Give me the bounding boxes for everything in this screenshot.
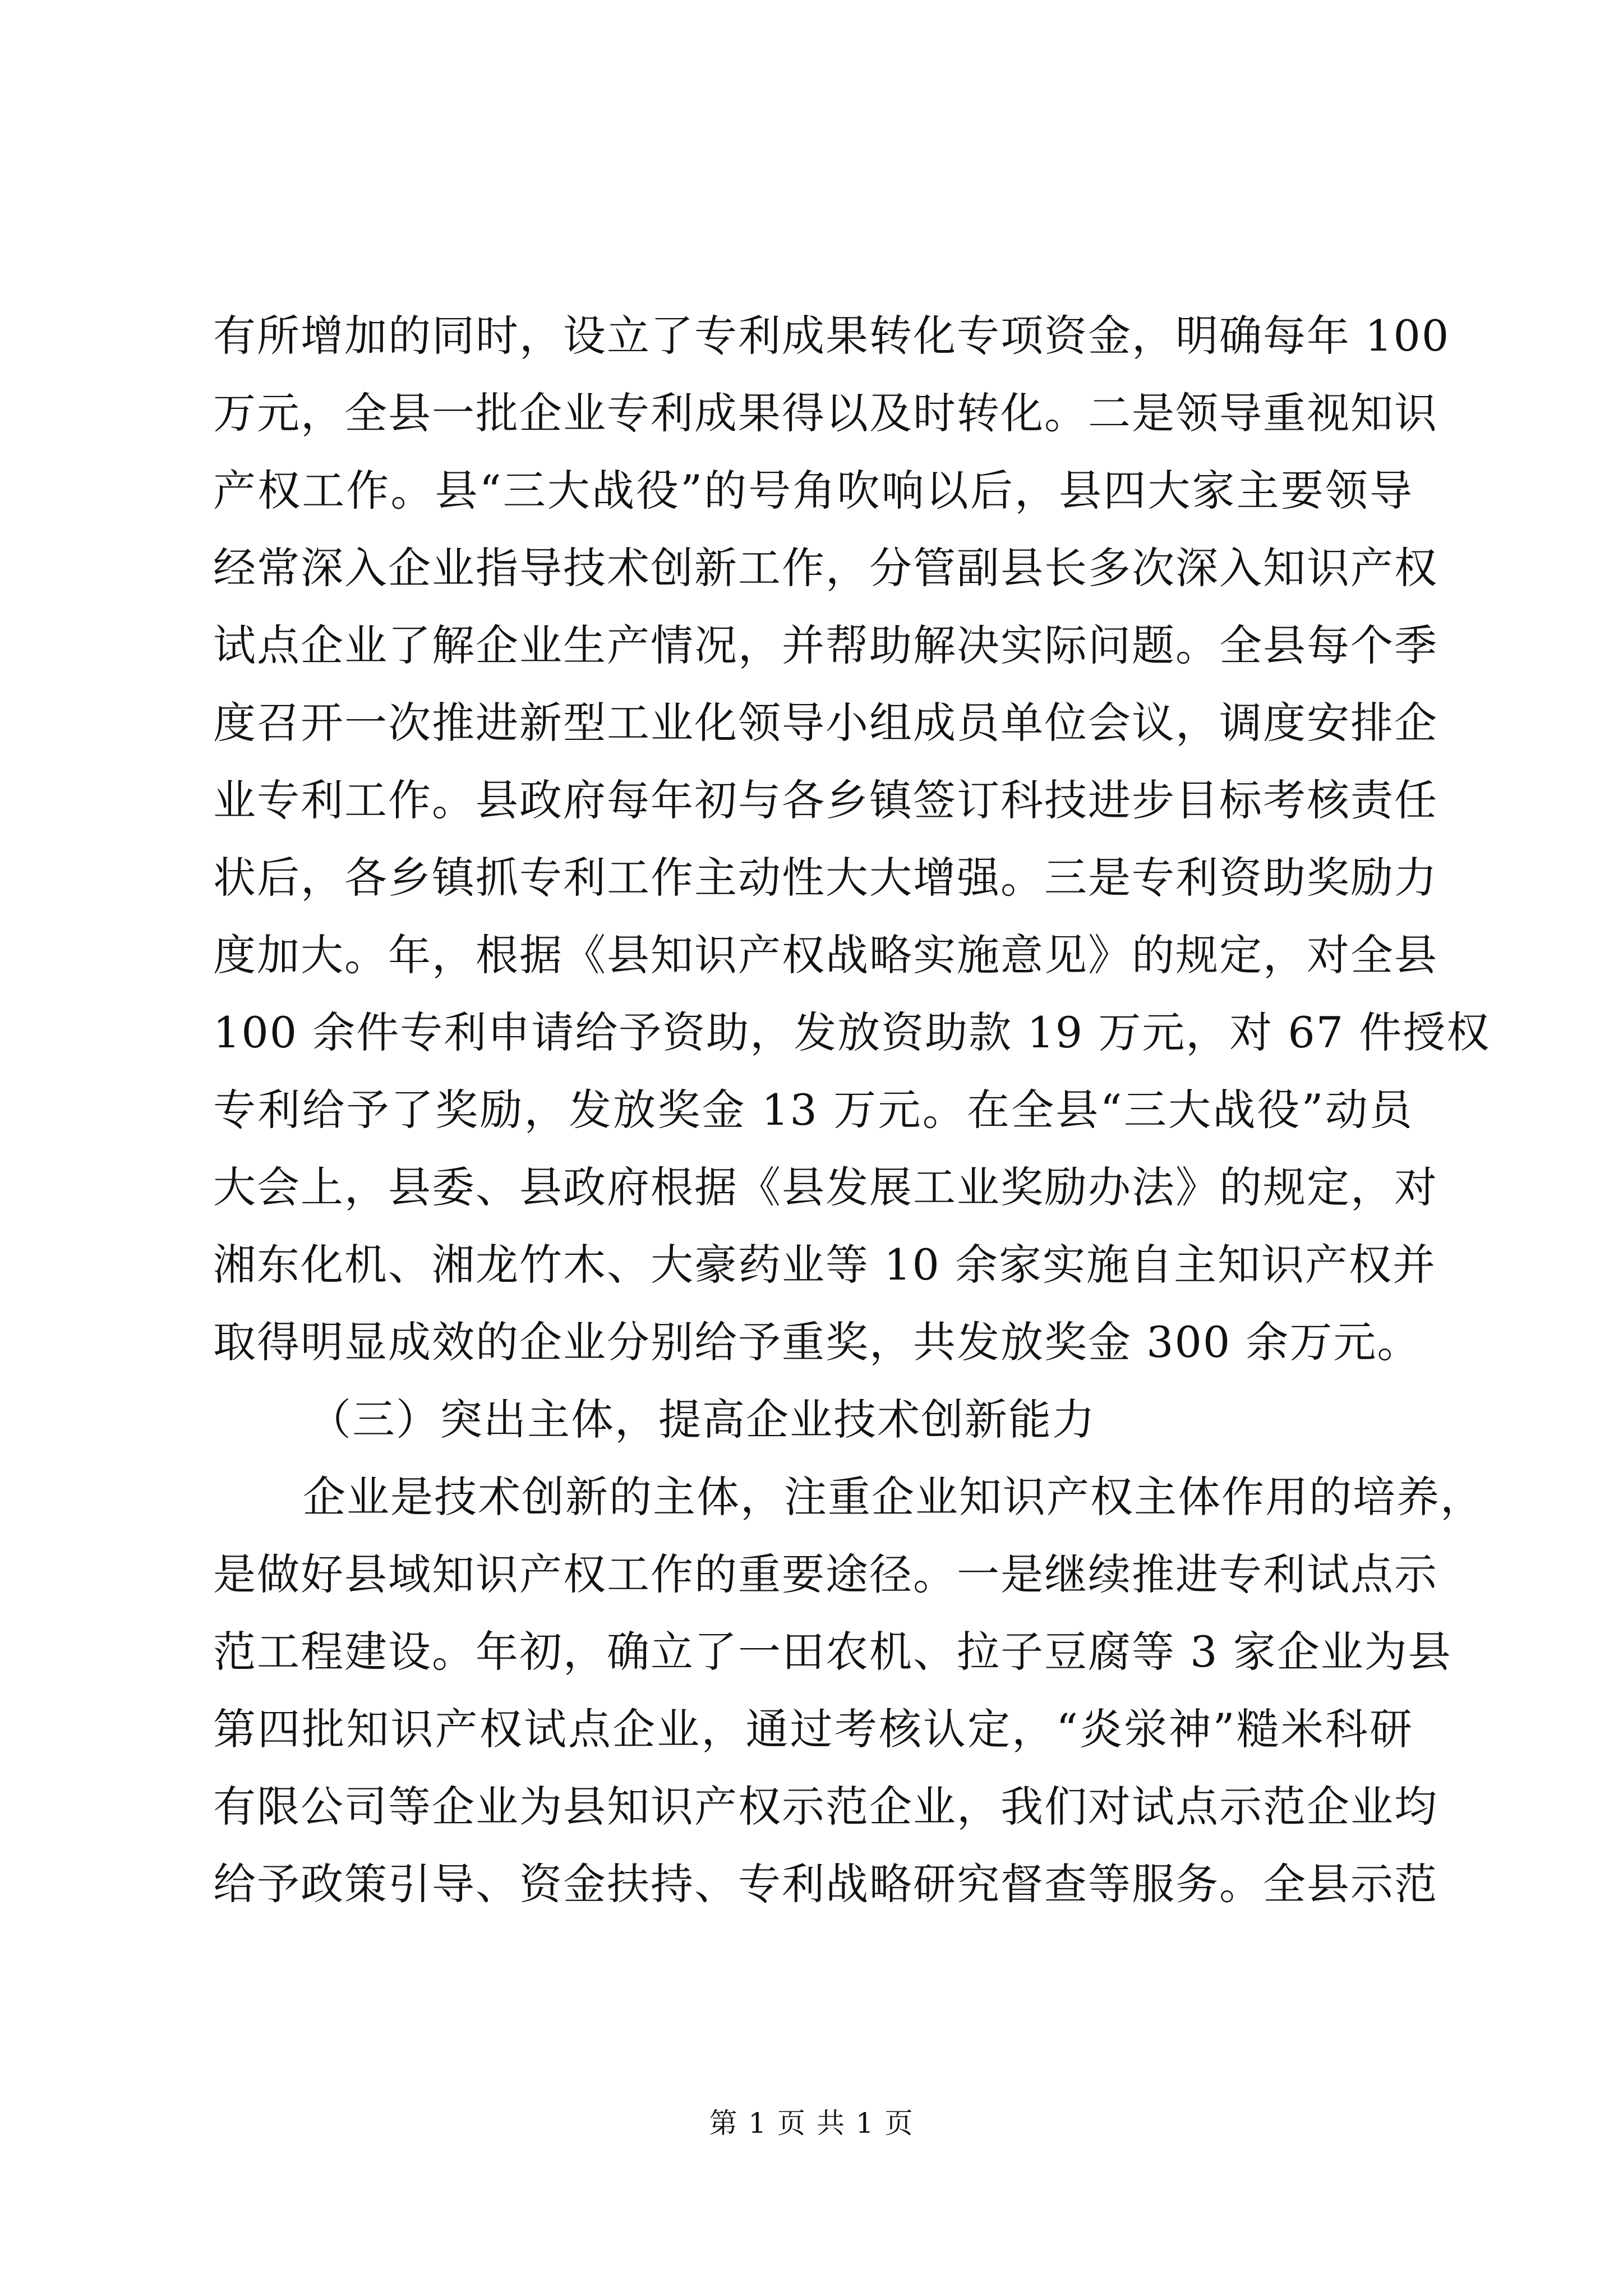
text-line: 有所增加的同时，设立了专利成果转化专项资金，明确每年 100: [213, 311, 1450, 361]
text-line: 大会上，县委、县政府根据《县发展工业奖励办法》的规定，对: [213, 1162, 1438, 1212]
text-line: 第四批知识产权试点企业，通过考核认定，“炎泶神”糙米科研: [213, 1704, 1413, 1754]
text-line: 企业是技术创新的主体，注重企业知识产权主体作用的培养，: [303, 1472, 1484, 1522]
text-line: 试点企业了解企业生产情况，并帮助解决实际问题。全县每个季: [213, 620, 1438, 670]
document-body: [213, 297, 1491, 1923]
text-line: 取得明显成效的企业分别给予重奖，共发放奖金 300 余万元。: [213, 1317, 1421, 1367]
text-line: 专利给予了奖励，发放奖金 13 万元。在全县“三大战役”动员: [213, 1085, 1413, 1135]
text-line: 范工程建设。年初，确立了一田农机、拉子豆腐等 3 家企业为县: [213, 1627, 1452, 1677]
text-line: 业专利工作。县政府每年初与各乡镇签订科技进步目标考核责任: [213, 775, 1438, 825]
text-line: 湘东化机、湘龙竹木、大豪药业等 10 余家实施自主知识产权并: [213, 1240, 1437, 1290]
text-line: 经常深入企业指导技术创新工作，分管副县长多次深入知识产权: [213, 543, 1438, 593]
text-line: 给予政策引导、资金扶持、专利战略研究督查等服务。全县示范: [213, 1859, 1438, 1909]
text-line: 产权工作。县“三大战役”的号角吹响以后，县四大家主要领导: [213, 466, 1413, 516]
text-line: 100 余件专利申请给予资助，发放资助款 19 万元，对 67 件授权: [213, 1007, 1491, 1057]
text-line: 度加大。年，根据《县知识产权战略实施意见》的规定，对全县: [213, 930, 1438, 980]
text-line: 度召开一次推进新型工业化领导小组成员单位会议，调度安排企: [213, 698, 1438, 748]
text-line: 是做好县域知识产权工作的重要途径。一是继续推进专利试点示: [213, 1549, 1438, 1599]
paragraph-2: [213, 1458, 1484, 1923]
text-line: 万元，全县一批企业专利成果得以及时转化。二是领导重视知识: [213, 388, 1438, 438]
section-heading: （三）突出主体，提高企业技术创新能力: [308, 1395, 1096, 1444]
page-footer: 第 1 页 共 1 页: [709, 2107, 914, 2139]
paragraph-1: [213, 297, 1491, 1381]
text-line: 有限公司等企业为县知识产权示范企业，我们对试点示范企业均: [213, 1782, 1438, 1832]
text-line: 状后，各乡镇抓专利工作主动性大大增强。三是专利资助奖励力: [213, 853, 1438, 903]
